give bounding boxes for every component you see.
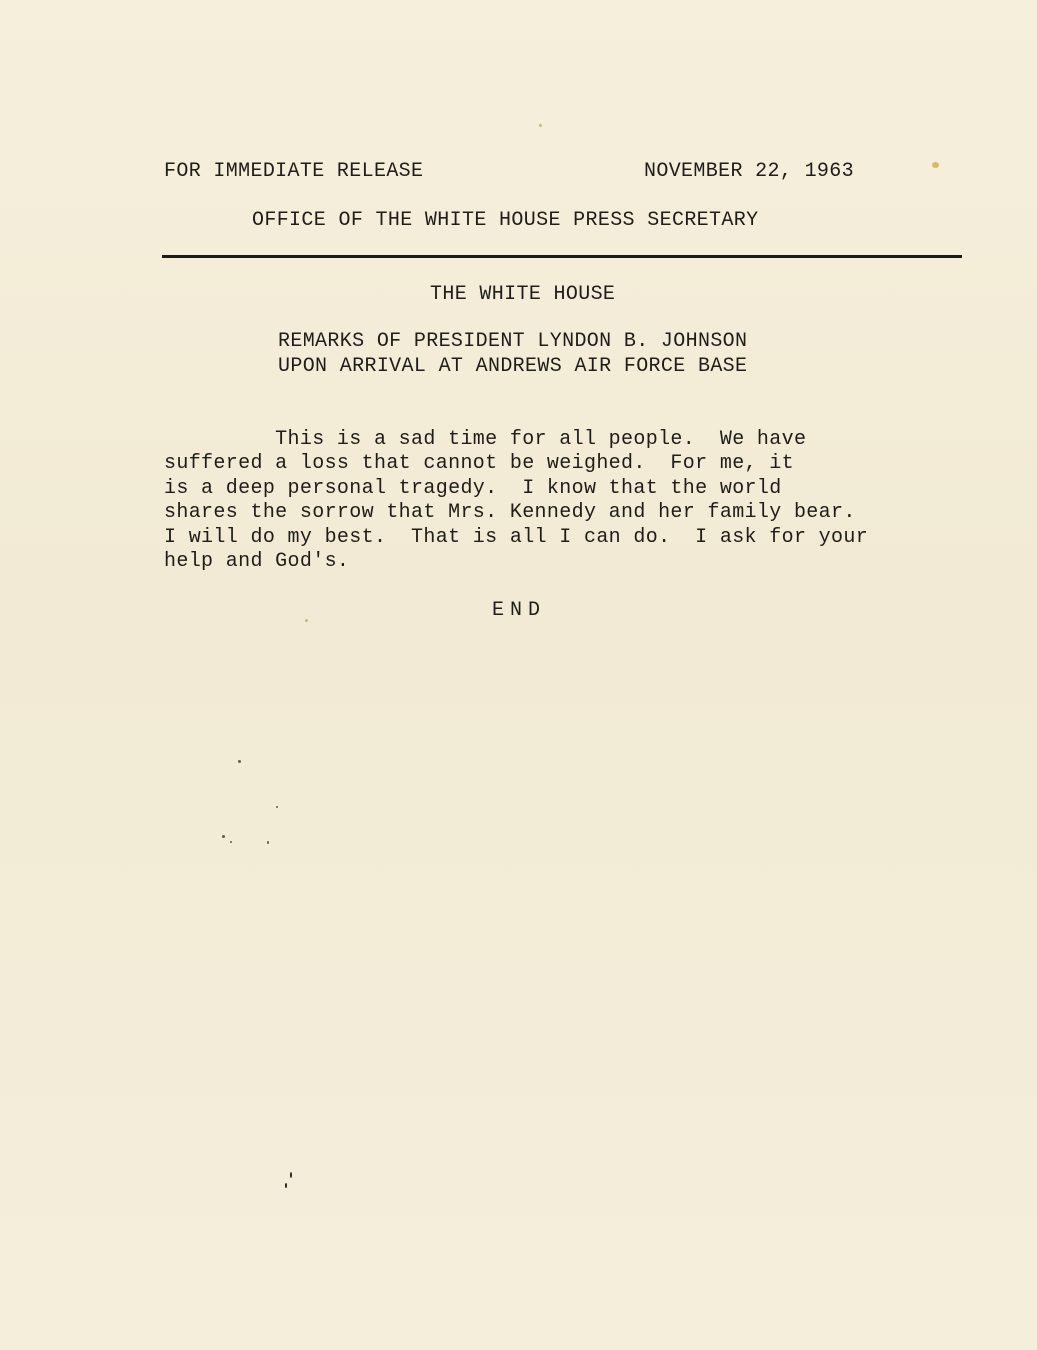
remarks-title-line-2: UPON ARRIVAL AT ANDREWS AIR FORCE BASE [278,355,748,378]
release-date: NOVEMBER 22, 1963 [644,160,854,183]
body-line: help and God's. [164,550,350,574]
paper-speck [539,124,542,127]
body-line: This is a sad time for all people. We have [164,428,807,451]
body-line: I will do my best. That is all I can do. I ask for your [164,525,869,549]
body-line: is a deep personal tragedy. I know that the world [164,476,782,500]
paper-speck [238,760,241,763]
paper-speck [222,835,225,838]
paper-speck [285,1183,287,1188]
paper-speck [305,619,308,622]
paper-speck [932,162,939,168]
remarks-body [164,428,924,574]
remarks-title-line-1: REMARKS OF PRESIDENT LYNDON B. JOHNSON [278,330,748,353]
paper-speck [276,806,278,808]
release-label: FOR IMMEDIATE RELEASE [164,160,424,183]
paper-speck [267,841,269,844]
paper-speck [230,841,232,843]
body-line: suffered a loss that cannot be weighed. For me, it [164,452,794,476]
end-marker: END [492,599,547,622]
header-divider [162,255,962,258]
body-line: shares the sorrow that Mrs. Kennedy and her family bear. [164,501,856,525]
paper-speck [290,1172,292,1178]
document-title: THE WHITE HOUSE [430,283,616,306]
office-heading: OFFICE OF THE WHITE HOUSE PRESS SECRETARY [252,209,759,232]
